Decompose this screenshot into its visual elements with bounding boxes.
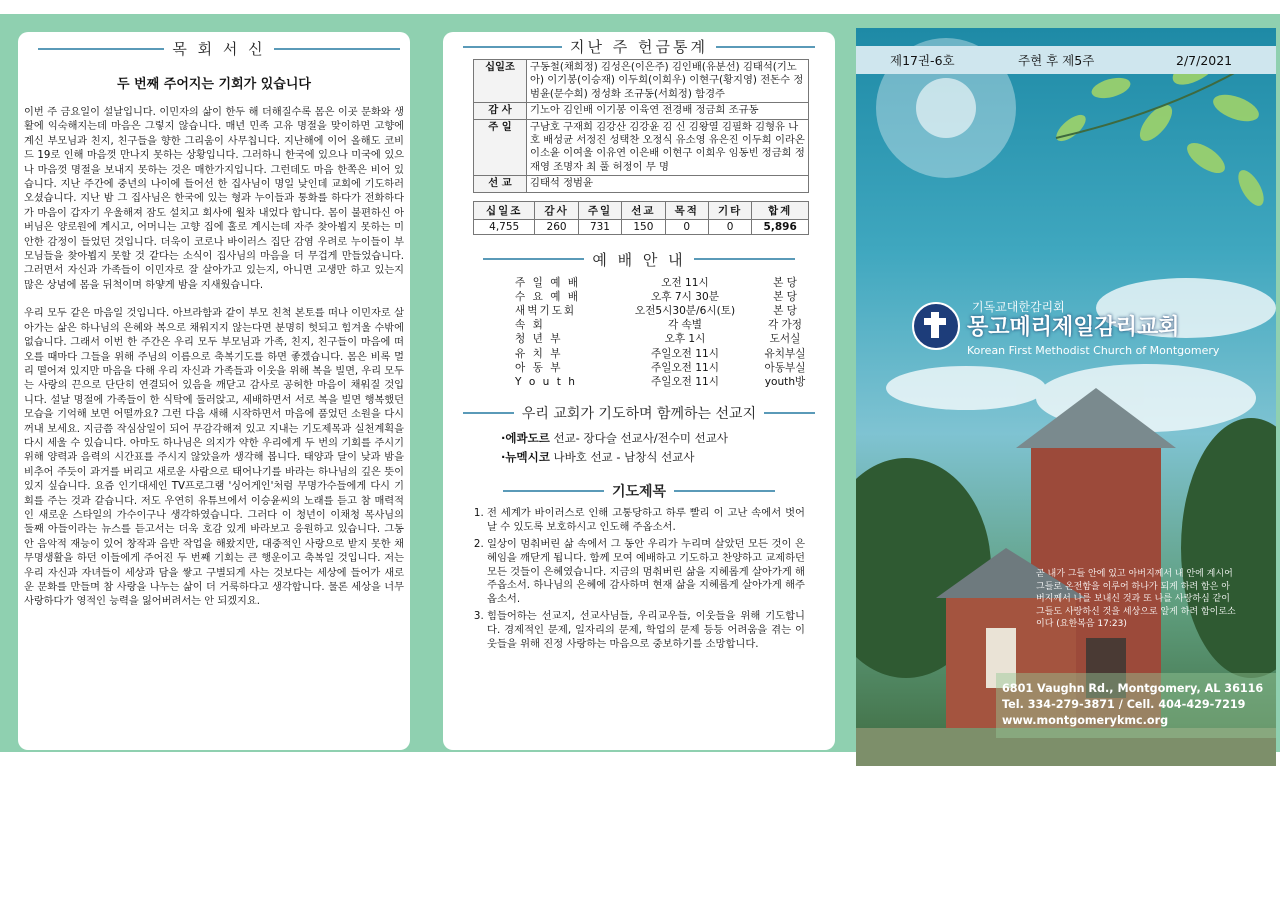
pastoral-letter-panel bbox=[18, 32, 410, 750]
title-rule bbox=[503, 490, 604, 492]
offering-label: 선 교 bbox=[474, 176, 527, 192]
totals-value: 150 bbox=[622, 219, 665, 234]
service-time: 주일오전 11시 bbox=[650, 361, 719, 374]
mission-place: ·에콰도르 bbox=[501, 431, 550, 446]
offering-names: 구동철(채희정) 김성은(이은주) 김인배(유분선) 김태석(기노아) 이기봉(이승재) 이두희(이희우) 이현구(황지영) 전돈수 정범윤(문수희) 정성화 조규동(서희정) 함경주 bbox=[527, 60, 809, 103]
prayer-title-row bbox=[503, 481, 775, 501]
totals-value: 731 bbox=[578, 219, 621, 234]
service-time: 오후 7시 30분 bbox=[651, 290, 719, 303]
offering-names-table bbox=[473, 59, 809, 193]
list-item bbox=[443, 290, 835, 304]
church-website: www.montgomerykmc.org bbox=[1002, 714, 1169, 727]
scripture-verse: 곧 내가 그들 안에 있고 아버지께서 내 안에 계시어 그들로 온전함을 이루어 하나가 되게 하려 함은 아버지께서 나를 보내신 것과 또 나를 사랑하심 같이 그들도 사랑하신 것을 세상으로 알게 하려 함이로소이다 (요한복음 17:23) bbox=[1036, 569, 1236, 629]
list-item bbox=[443, 276, 835, 290]
church-phone: Tel. 334-279-3871 / Cell. 404-429-7219 bbox=[1002, 698, 1246, 711]
letter-paragraph: 이번 주 금요일이 설날입니다. 이민자의 삶이 한두 해 더해질수록 몸은 이곳 문화와 생활에 익숙해지는데 마음은 그렇지 않습니다. 매년 민족 고유 명절을 맞이하면 고향에 계신 부모님과 친지, 친구들을 향한 그리움이 사무칩니다. 지난해에 이어 올해도 코비드 19로 인해 마음껏 만나지 못하는 상황입니다. 그러하니 한국에 있으나 미국에 있으나 마음껏 명절을 보내지 못하는 것은 매한가지입니다. 그런데도 마음 한쪽은 비어 있습니다. 지난 주간에 중년의 나이에 들어선 한 집사님이 명일 낮인데 교회에 기도하러 오셨습니다. 지난 밤 그 집사님은 한국에 있는 형과 누이들과 통화를 하다가 전화하다가 마음이 갑자기 우울해져 잠도 설치고 회사에 월차 내었다 합니다. 몸이 불편하신 아버님은 양로원에 계시고, 어머니는 고향 집에 홀로 계시는데 자주 찾아뵙지 못하는 미안한 감정이 들었던 것입니다. 더욱이 코로나 바이러스 집단 감염 우려로 누이들이 부모님들을 찾아뵙지 못할 것 같다는 소식이 집사님의 마음을 더 무겁게 만들었습니다. 그러면서 자신과 가족들이 이민자로 잘 살아가고 있는지, 아니면 고생만 하고 있는지 많은 상념에 몸을 뒤척이며 하얗게 밤을 지새웠습니다. bbox=[24, 107, 404, 291]
prayer-item: 1. 전 세계가 바이러스로 인해 고통당하고 하루 빨리 이 고난 속에서 벗어날 수 있도록 보호하시고 인도해 주옵소서. bbox=[487, 507, 805, 534]
prayer-title: 기도제목 bbox=[611, 484, 667, 501]
service-time: 각 속별 bbox=[667, 319, 703, 332]
table-row bbox=[474, 119, 809, 176]
info-panel bbox=[443, 32, 835, 750]
totals-value: 4,755 bbox=[474, 219, 535, 234]
service-place: youth방 bbox=[764, 376, 806, 389]
church-name: 몽고메리제일감리교회 bbox=[967, 315, 1180, 340]
cover-panel bbox=[856, 28, 1276, 766]
offering-section bbox=[443, 59, 835, 235]
title-rule bbox=[716, 46, 815, 48]
letter-paragraph: 우리 모두 같은 마음일 것입니다. 아브라함과 같이 부모 친척 본토를 떠나 이민자로 살아가는 삶은 하나님의 은혜와 복으로 채워지지 않는다면 분명히 헛되고 힘겨울 수밖에 없습니다. 그래서 이번 한 주간은 우리 모두 부모님과 가족, 친지, 친구들이 마음에 떠오를 때마다 그들을 위해 주님의 이름으로 축복기도를 하면 좋겠습니다. 몸은 비록 멀리 떨어져 있지만 마음을 다해 우리 자신과 가족들과 이웃을 위해 복을 빌면, 우리 모두는 사랑의 끈으로 단단히 연결되어 있음을 깨닫고 감사로 공허한 마음이 채워질 것입니다. 설날 명절에 가족들이 한 식탁에 둘러앉고, 세배하면서 서로 복을 빌면 행복했던 모습을 기억해 보면 어떨까요? 그런 다음 새해 시작하면서 마음에 품었던 소원을 다시 꺼내 보세요. 지금쯤 작심삼일이 되어 무감각해져 있고 지내는 기도제목과 실천계획을 다시 세울 수 있습니다. 아마도 하나님은 의지가 약한 우리에게 두 번의 기회를 주시기 위해 양력과 음력의 시간표를 주시지 않았을까 생각해 봅니다. 태양과 달이 낮과 밤을 비추어 주듯이 과거를 버리고 새로운 사람으로 태어나기를 바라는 하나님의 깊은 뜻이 있지 싶습니다. 요즘 인기대세인 TV프로그램 '싱어게인'처럼 무명가수들에게 다시 기회를 주는 것과 같습니다. 저도 우연히 유튜브에서 이승윤씨의 노래를 듣고 참 매력적인 새로운 스타일의 가수이구나 생각하였습니다. 그러다 이 청년이 이채청 목사님의 둘째 아들이라는 뉴스를 듣고서는 더욱 호감 있게 바라보고 응원하고 있습니다. 그동안 음악적 재능이 있어 창작과 음반 작업을 해왔지만, 대중적인 사랑으로 받지 못한 채 무명생활을 하던 이들에게 주어진 두 번째 기회는 큰 행운이고 축복일 것입니다. 저는 우리 자신과 자녀들이 세상과 담을 쌓고 구별되게 사는 것보다는 세상에 들어가 새로운 문화를 만들며 참 사랑을 나누는 삶이 더 거룩하다고 생각합니다. 물론 세상을 너무 사랑하다가 영적인 능력을 잃어버려서는 안 되겠지요. bbox=[24, 308, 404, 608]
offering-totals-table bbox=[473, 201, 809, 235]
title-rule bbox=[463, 412, 514, 414]
service-name: 주 일 예 배 bbox=[515, 276, 581, 289]
totals-header: 주일 bbox=[578, 201, 621, 219]
list-item bbox=[443, 304, 835, 318]
totals-value: 0 bbox=[665, 219, 708, 234]
totals-header: 목적 bbox=[665, 201, 708, 219]
mission-item bbox=[443, 429, 835, 448]
service-name: 수 요 예 배 bbox=[515, 290, 581, 303]
totals-header: 선교 bbox=[622, 201, 665, 219]
totals-header: 감사 bbox=[535, 201, 578, 219]
title-rule bbox=[483, 258, 584, 260]
offering-label: 십일조 bbox=[474, 60, 527, 103]
prayer-list bbox=[443, 507, 835, 651]
totals-value: 0 bbox=[708, 219, 751, 234]
title-rule bbox=[38, 48, 164, 50]
mission-title-row bbox=[463, 403, 815, 423]
offering-title: 지난 주 헌금통계 bbox=[570, 38, 708, 56]
methodist-seal-icon bbox=[912, 302, 960, 350]
table-row bbox=[474, 176, 809, 192]
prayer-item: 2. 일상이 멈춰버린 삶 속에서 그 동안 우리가 누리며 살았던 모든 것이 은혜임을 깨닫게 됩니다. 함께 모여 예배하고 기도하고 찬양하고 교제하던 모든 것들이 은혜였습니다. 지금의 멈춰버린 삶을 지혜롭게 살아가게 해주옵소서. 하나님의 은혜에 감사하며 현재 삶을 지혜롭게 살아가게 해주옵소서. bbox=[487, 538, 805, 606]
pastoral-letter-title: 목 회 서 신 bbox=[172, 40, 266, 58]
offering-names: 구남호 구재희 김강산 김강윤 김 신 김왕열 김필화 김형유 나 호 배성균 서정진 성택찬 오정식 유소영 유은진 이두희 이라온 이소윤 이여울 이유연 이은배 이현구 이희우 임동빈 정금희 정재영 조명자 최 풀 허정이 무 명 bbox=[527, 119, 809, 176]
service-name: 아 동 부 bbox=[515, 361, 563, 374]
mission-text: 선교- 장다슬 선교사/전수미 선교사 bbox=[549, 431, 728, 446]
denomination: 기독교대한감리회 bbox=[972, 300, 1065, 314]
list-item bbox=[443, 361, 835, 375]
table-row bbox=[474, 60, 809, 103]
list-item bbox=[443, 375, 835, 389]
table-row bbox=[474, 219, 809, 234]
cover-illustration bbox=[856, 28, 1276, 766]
liturgical-week: 주현 후 제5주 bbox=[1018, 53, 1095, 68]
offering-names: 김태석 정범윤 bbox=[527, 176, 809, 192]
title-rule bbox=[674, 490, 775, 492]
table-row bbox=[474, 103, 809, 119]
service-time: 주일오전 11시 bbox=[650, 376, 719, 389]
service-place: 본 당 bbox=[773, 276, 797, 289]
title-rule bbox=[694, 258, 795, 260]
contact-box bbox=[996, 673, 1276, 738]
title-rule bbox=[274, 48, 400, 50]
service-place: 본 당 bbox=[773, 290, 797, 303]
volume-number: 제17권-6호 bbox=[890, 53, 955, 68]
table-row bbox=[474, 201, 809, 219]
totals-value: 5,896 bbox=[752, 219, 809, 234]
service-time: 주일오전 11시 bbox=[650, 347, 719, 360]
mission-place: ·뉴멕시코 bbox=[501, 450, 550, 465]
prayer-item: 3. 힘들어하는 선교지, 선교사님들, 우리교우들, 이웃들을 위해 기도합니다. 경제적인 문제, 일자리의 문제, 학업의 문제 등등 어려움을 겪는 이웃들을 위해 진정 사랑하는 마음으로 중보하기를 소망합니다. bbox=[487, 610, 805, 651]
offering-label: 주 일 bbox=[474, 119, 527, 176]
service-time: 오후 1시 bbox=[664, 333, 706, 346]
service-name: 새벽기도회 bbox=[515, 305, 577, 318]
totals-header: 기타 bbox=[708, 201, 751, 219]
mission-item bbox=[443, 448, 835, 467]
service-name: 유 치 부 bbox=[515, 347, 563, 360]
service-time: 오전5시30분/6시(토) bbox=[634, 305, 736, 318]
service-place: 도서실 bbox=[769, 333, 801, 346]
service-name: 속 회 bbox=[515, 319, 545, 332]
bulletin-date: 2/7/2021 bbox=[1176, 52, 1233, 68]
service-place: 본 당 bbox=[773, 305, 797, 318]
list-item bbox=[443, 318, 835, 332]
service-place: 아동부실 bbox=[764, 361, 806, 374]
list-item bbox=[443, 332, 835, 346]
offering-title-row bbox=[463, 36, 815, 57]
totals-header: 합계 bbox=[752, 201, 809, 219]
service-place: 유치부실 bbox=[764, 347, 806, 360]
pastoral-letter-title-row bbox=[38, 38, 400, 59]
service-list bbox=[443, 276, 835, 390]
bulletin-sheet bbox=[0, 14, 1280, 752]
cover-header-bar bbox=[856, 46, 1276, 74]
list-item bbox=[443, 347, 835, 361]
offering-names: 기노아 김인배 이기봉 이육연 전경배 정금희 조규동 bbox=[527, 103, 809, 119]
mission-text: 나바호 선교 - 남창식 선교사 bbox=[549, 450, 695, 465]
worship-title-row bbox=[483, 249, 795, 270]
church-address: 6801 Vaughn Rd., Montgomery, AL 36116 bbox=[1002, 682, 1264, 695]
totals-value: 260 bbox=[535, 219, 578, 234]
service-time: 오전 11시 bbox=[661, 276, 709, 289]
offering-label: 감 사 bbox=[474, 103, 527, 119]
church-name-english: Korean First Methodist Church of Montgomery bbox=[967, 344, 1220, 357]
worship-title: 예 배 안 내 bbox=[592, 250, 686, 269]
letter-heading: 두 번째 주어지는 기회가 있습니다 bbox=[117, 77, 311, 92]
title-rule bbox=[764, 412, 815, 414]
title-rule bbox=[463, 46, 562, 48]
service-name: 청 년 부 bbox=[515, 333, 563, 346]
mission-title: 우리 교회가 기도하며 함께하는 선교지 bbox=[521, 406, 757, 423]
service-place: 각 가정 bbox=[767, 319, 803, 332]
service-name: Y o u t h bbox=[515, 376, 578, 389]
totals-header: 십일조 bbox=[474, 201, 535, 219]
